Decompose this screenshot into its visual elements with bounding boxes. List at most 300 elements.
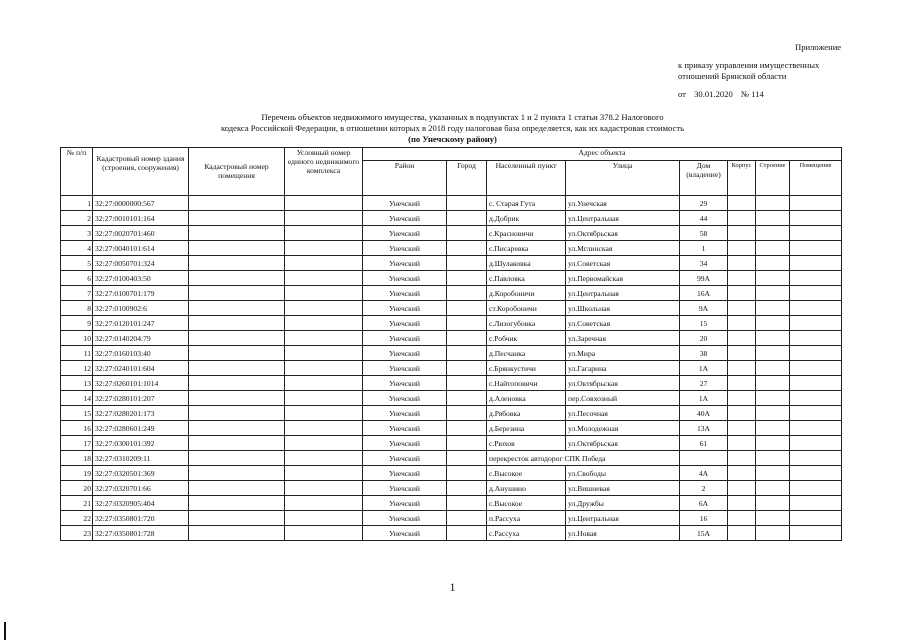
table-row xyxy=(61,286,842,301)
row-building xyxy=(728,361,756,376)
row-settlement: с.Высокое xyxy=(487,496,566,511)
row-number: 16 xyxy=(61,421,93,436)
row-settlement: с. Старая Гута xyxy=(487,196,566,211)
row-house: 16А xyxy=(680,286,728,301)
row-number: 1 xyxy=(61,196,93,211)
row-house: 1 xyxy=(680,241,728,256)
row-settlement: с.Красновичи xyxy=(487,226,566,241)
row-cad-room xyxy=(189,241,285,256)
row-cad-room xyxy=(189,226,285,241)
header-settlement: Населенный пункт xyxy=(487,161,566,196)
row-building xyxy=(728,286,756,301)
row-cad-room xyxy=(189,481,285,496)
row-house: 44 xyxy=(680,211,728,226)
row-district: Унечский xyxy=(363,301,447,316)
table-row xyxy=(61,406,842,421)
row-district: Унечский xyxy=(363,466,447,481)
date-prefix: от xyxy=(678,89,686,99)
row-cond-number xyxy=(285,391,363,406)
table-row xyxy=(61,196,842,211)
table-row xyxy=(61,256,842,271)
row-settlement: д.Песчанка xyxy=(487,346,566,361)
margin-rule xyxy=(4,622,6,640)
row-district: Унечский xyxy=(363,316,447,331)
row-building xyxy=(728,241,756,256)
table-row xyxy=(61,241,842,256)
row-building xyxy=(728,436,756,451)
row-cad-room xyxy=(189,361,285,376)
table-row xyxy=(61,226,842,241)
row-house xyxy=(680,451,728,466)
row-settlement: с.Писаревка xyxy=(487,241,566,256)
row-city xyxy=(447,196,487,211)
row-room xyxy=(790,256,842,271)
table-row xyxy=(61,481,842,496)
row-district: Унечский xyxy=(363,286,447,301)
row-number: 8 xyxy=(61,301,93,316)
appendix-order-line: к приказу управления имущественных xyxy=(678,60,820,70)
row-building xyxy=(728,346,756,361)
row-street: ул.Песочная xyxy=(566,406,680,421)
row-room xyxy=(790,406,842,421)
row-settlement: с.Брянкустичи xyxy=(487,361,566,376)
row-room xyxy=(790,451,842,466)
row-house: 1А xyxy=(680,361,728,376)
row-cond-number xyxy=(285,286,363,301)
row-cad-room xyxy=(189,211,285,226)
row-cad-room xyxy=(189,316,285,331)
row-cond-number xyxy=(285,511,363,526)
row-cad-building: 32:27:0310209:11 xyxy=(93,451,189,466)
row-city xyxy=(447,376,487,391)
row-number: 2 xyxy=(61,211,93,226)
row-city xyxy=(447,211,487,226)
row-district: Унечский xyxy=(363,451,447,466)
table-row xyxy=(61,421,842,436)
table-header-row xyxy=(61,148,842,161)
row-house: 61 xyxy=(680,436,728,451)
row-building xyxy=(728,466,756,481)
row-street: ул.Свободы xyxy=(566,466,680,481)
row-settlement: д.Коробоничи xyxy=(487,286,566,301)
row-street: ул.Октябрьская xyxy=(566,376,680,391)
row-room xyxy=(790,346,842,361)
row-number: 20 xyxy=(61,481,93,496)
row-city xyxy=(447,511,487,526)
row-number: 12 xyxy=(61,361,93,376)
table-row xyxy=(61,526,842,541)
row-cad-room xyxy=(189,496,285,511)
row-structure xyxy=(756,346,790,361)
row-structure xyxy=(756,496,790,511)
row-city xyxy=(447,226,487,241)
row-room xyxy=(790,376,842,391)
row-street: ул.Центральная xyxy=(566,286,680,301)
appendix-date-line xyxy=(678,89,770,100)
row-cad-building: 32:27:0280601:249 xyxy=(93,421,189,436)
row-cond-number xyxy=(285,466,363,481)
header-room: Помещение xyxy=(790,161,842,196)
row-street: ул.Центральная xyxy=(566,511,680,526)
row-district: Унечский xyxy=(363,526,447,541)
row-street: пер.Совхозный xyxy=(566,391,680,406)
row-settlement: ст.Коробоничи xyxy=(487,301,566,316)
row-cad-building: 32:27:0120101:247 xyxy=(93,316,189,331)
table-row xyxy=(61,271,842,286)
row-cad-room xyxy=(189,511,285,526)
row-room xyxy=(790,496,842,511)
row-number: 7 xyxy=(61,286,93,301)
row-settlement: с.Робчик xyxy=(487,331,566,346)
row-building xyxy=(728,511,756,526)
row-city xyxy=(447,421,487,436)
row-structure xyxy=(756,226,790,241)
row-cad-building: 32:27:0160103:40 xyxy=(93,346,189,361)
row-room xyxy=(790,241,842,256)
row-cad-building: 32:27:0100701:179 xyxy=(93,286,189,301)
row-city xyxy=(447,436,487,451)
row-settlement: д.Шулаковка xyxy=(487,256,566,271)
page-number: 1 xyxy=(449,580,456,594)
row-cad-room xyxy=(189,466,285,481)
row-room xyxy=(790,481,842,496)
row-district: Унечский xyxy=(363,496,447,511)
row-number: 4 xyxy=(61,241,93,256)
row-building xyxy=(728,271,756,286)
row-number: 9 xyxy=(61,316,93,331)
row-street: ул.Дружбы xyxy=(566,496,680,511)
row-district: Унечский xyxy=(363,196,447,211)
row-room xyxy=(790,301,842,316)
row-district: Унечский xyxy=(363,256,447,271)
row-structure xyxy=(756,451,790,466)
row-building xyxy=(728,391,756,406)
row-number: 13 xyxy=(61,376,93,391)
row-room xyxy=(790,196,842,211)
table-row xyxy=(61,301,842,316)
row-street: ул.Советская xyxy=(566,256,680,271)
row-cond-number xyxy=(285,211,363,226)
row-structure xyxy=(756,331,790,346)
row-street: ул.Унечская xyxy=(566,196,680,211)
table-row xyxy=(61,331,842,346)
row-settlement: с.Найтоповичи xyxy=(487,376,566,391)
row-cad-room xyxy=(189,451,285,466)
row-number: 19 xyxy=(61,466,93,481)
row-cad-building: 32:27:0040101:614 xyxy=(93,241,189,256)
row-cond-number xyxy=(285,241,363,256)
row-city xyxy=(447,451,487,466)
row-house: 20 xyxy=(680,331,728,346)
row-district: Унечский xyxy=(363,376,447,391)
row-house: 16 xyxy=(680,511,728,526)
row-number: 15 xyxy=(61,406,93,421)
row-structure xyxy=(756,406,790,421)
table-row xyxy=(61,211,842,226)
row-cad-room xyxy=(189,256,285,271)
header-address: Адрес объекта xyxy=(363,148,842,161)
row-structure xyxy=(756,466,790,481)
row-building xyxy=(728,481,756,496)
row-district: Унечский xyxy=(363,361,447,376)
row-settlement: перекресток автодорог СПК Победа xyxy=(487,451,680,466)
row-number: 6 xyxy=(61,271,93,286)
row-house: 38 xyxy=(680,346,728,361)
row-structure xyxy=(756,526,790,541)
row-city xyxy=(447,496,487,511)
row-cad-building: 32:27:0350801:720 xyxy=(93,511,189,526)
row-city xyxy=(447,346,487,361)
row-street: ул.Вишневая xyxy=(566,481,680,496)
header-structure: Строение xyxy=(756,161,790,196)
row-house: 4А xyxy=(680,466,728,481)
row-house: 15 xyxy=(680,316,728,331)
row-building xyxy=(728,496,756,511)
row-room xyxy=(790,271,842,286)
row-house: 1А xyxy=(680,391,728,406)
header-cond-number: Условный номер единого недвижимого комплекса xyxy=(285,148,363,196)
row-structure xyxy=(756,436,790,451)
row-structure xyxy=(756,241,790,256)
row-settlement: п.Рассуха xyxy=(487,511,566,526)
row-number: 21 xyxy=(61,496,93,511)
row-settlement: с.Рассуха xyxy=(487,526,566,541)
table-row xyxy=(61,511,842,526)
row-room xyxy=(790,391,842,406)
row-street: ул.Молодежная xyxy=(566,421,680,436)
document-title-line-2: кодекса Российской Федерации, в отношении которых в 2018 году налоговая база определяется, как их кадастровая стоимость xyxy=(220,123,685,133)
row-number: 22 xyxy=(61,511,93,526)
header-city: Город xyxy=(447,161,487,196)
row-cad-building: 32:27:0350801:728 xyxy=(93,526,189,541)
table-row xyxy=(61,361,842,376)
row-cond-number xyxy=(285,436,363,451)
row-cond-number xyxy=(285,481,363,496)
row-city xyxy=(447,361,487,376)
row-cond-number xyxy=(285,526,363,541)
row-district: Унечский xyxy=(363,331,447,346)
row-cad-building: 32:27:0320701:66 xyxy=(93,481,189,496)
row-building xyxy=(728,406,756,421)
row-house: 40А xyxy=(680,406,728,421)
row-street: ул.Мглинская xyxy=(566,241,680,256)
row-settlement: д.Аленовка xyxy=(487,391,566,406)
row-cond-number xyxy=(285,361,363,376)
row-settlement: д.Рябовка xyxy=(487,406,566,421)
table-row xyxy=(61,316,842,331)
row-district: Унечский xyxy=(363,421,447,436)
header-district: Район xyxy=(363,161,447,196)
row-cad-building: 32:27:0320501:369 xyxy=(93,466,189,481)
document-title-line-1: Перечень объектов недвижимого имущества, указанных в подпунктах 1 и 2 пункта 1 статьи 378.2 Налогового xyxy=(261,112,664,122)
document-title-district: (по Унечскому району) xyxy=(408,134,497,144)
property-register-table xyxy=(60,147,842,541)
row-street: ул.Центральная xyxy=(566,211,680,226)
table-row xyxy=(61,376,842,391)
row-district: Унечский xyxy=(363,391,447,406)
row-cond-number xyxy=(285,346,363,361)
table-row xyxy=(61,496,842,511)
row-cond-number xyxy=(285,406,363,421)
row-street: ул.Первомайская xyxy=(566,271,680,286)
row-settlement: д.Березина xyxy=(487,421,566,436)
row-building xyxy=(728,316,756,331)
row-building xyxy=(728,526,756,541)
row-city xyxy=(447,406,487,421)
row-street: ул.Октябрьская xyxy=(566,226,680,241)
row-house: 27 xyxy=(680,376,728,391)
row-cad-building: 32:27:0280201:173 xyxy=(93,406,189,421)
row-structure xyxy=(756,376,790,391)
appendix-title: Приложение xyxy=(795,42,842,52)
row-house: 13А xyxy=(680,421,728,436)
row-cond-number xyxy=(285,331,363,346)
row-number: 11 xyxy=(61,346,93,361)
row-structure xyxy=(756,391,790,406)
row-city xyxy=(447,301,487,316)
row-cad-building: 32:27:0010101:164 xyxy=(93,211,189,226)
row-settlement: д.Анушино xyxy=(487,481,566,496)
row-cad-building: 32:27:0140204:79 xyxy=(93,331,189,346)
table-row xyxy=(61,466,842,481)
row-house: 58 xyxy=(680,226,728,241)
row-house: 29 xyxy=(680,196,728,211)
row-building xyxy=(728,256,756,271)
row-city xyxy=(447,391,487,406)
row-structure xyxy=(756,286,790,301)
row-room xyxy=(790,466,842,481)
row-room xyxy=(790,526,842,541)
row-city xyxy=(447,481,487,496)
row-street: ул.Новая xyxy=(566,526,680,541)
row-street: ул.Заречная xyxy=(566,331,680,346)
row-settlement: с.Лизогубовка xyxy=(487,316,566,331)
row-cond-number xyxy=(285,271,363,286)
row-number: 10 xyxy=(61,331,93,346)
row-cad-room xyxy=(189,331,285,346)
row-city xyxy=(447,331,487,346)
row-number: 18 xyxy=(61,451,93,466)
row-structure xyxy=(756,481,790,496)
row-cond-number xyxy=(285,316,363,331)
row-house: 99А xyxy=(680,271,728,286)
row-structure xyxy=(756,271,790,286)
row-cond-number xyxy=(285,256,363,271)
header-building: Корпус xyxy=(728,161,756,196)
row-house: 9А xyxy=(680,301,728,316)
row-cond-number xyxy=(285,451,363,466)
row-room xyxy=(790,511,842,526)
row-structure xyxy=(756,301,790,316)
table-row xyxy=(61,391,842,406)
row-cad-room xyxy=(189,301,285,316)
row-cad-building: 32:27:0000000:567 xyxy=(93,196,189,211)
row-building xyxy=(728,451,756,466)
row-district: Унечский xyxy=(363,241,447,256)
row-house: 2 xyxy=(680,481,728,496)
row-structure xyxy=(756,316,790,331)
row-district: Унечский xyxy=(363,406,447,421)
table-row xyxy=(61,346,842,361)
row-cond-number xyxy=(285,196,363,211)
row-district: Унечский xyxy=(363,211,447,226)
row-number: 14 xyxy=(61,391,93,406)
row-cad-building: 32:27:0240101:604 xyxy=(93,361,189,376)
row-building xyxy=(728,421,756,436)
row-room xyxy=(790,331,842,346)
row-building xyxy=(728,301,756,316)
row-city xyxy=(447,271,487,286)
row-cad-room xyxy=(189,436,285,451)
row-settlement: с.Рюхов xyxy=(487,436,566,451)
row-district: Унечский xyxy=(363,511,447,526)
row-cond-number xyxy=(285,301,363,316)
row-house: 34 xyxy=(680,256,728,271)
row-district: Унечский xyxy=(363,271,447,286)
row-cad-room xyxy=(189,406,285,421)
row-structure xyxy=(756,361,790,376)
row-cond-number xyxy=(285,421,363,436)
row-structure xyxy=(756,256,790,271)
row-building xyxy=(728,211,756,226)
row-number: 17 xyxy=(61,436,93,451)
header-street: Улица xyxy=(566,161,680,196)
row-city xyxy=(447,256,487,271)
row-city xyxy=(447,526,487,541)
row-building xyxy=(728,226,756,241)
header-house: Дом (владение) xyxy=(680,161,728,196)
row-settlement: д.Добрик xyxy=(487,211,566,226)
row-structure xyxy=(756,511,790,526)
row-building xyxy=(728,196,756,211)
row-city xyxy=(447,241,487,256)
row-cad-room xyxy=(189,391,285,406)
row-city xyxy=(447,316,487,331)
order-date: 30.01.2020 xyxy=(694,89,733,99)
row-settlement: с.Павловка xyxy=(487,271,566,286)
row-structure xyxy=(756,421,790,436)
row-street: ул.Мира xyxy=(566,346,680,361)
row-house: 15А xyxy=(680,526,728,541)
header-no: № п/п xyxy=(61,148,93,196)
row-street: ул.Советская xyxy=(566,316,680,331)
row-cad-building: 32:27:0280101:207 xyxy=(93,391,189,406)
table-row xyxy=(61,451,842,466)
row-cad-room xyxy=(189,286,285,301)
row-cad-building: 32:27:0300101:392 xyxy=(93,436,189,451)
header-cad-room: Кадастровый номер помещения xyxy=(189,148,285,196)
row-room xyxy=(790,226,842,241)
row-cad-room xyxy=(189,421,285,436)
row-structure xyxy=(756,211,790,226)
row-cad-building: 32:27:0260101:1014 xyxy=(93,376,189,391)
row-room xyxy=(790,316,842,331)
row-cad-room xyxy=(189,346,285,361)
row-room xyxy=(790,211,842,226)
header-cad-building: Кадастровый номер здания (строения, сооружения) xyxy=(93,148,189,196)
row-building xyxy=(728,376,756,391)
appendix-department-line: отношений Брянской области xyxy=(678,71,787,81)
row-room xyxy=(790,436,842,451)
row-street: ул.Гагарина xyxy=(566,361,680,376)
row-cond-number xyxy=(285,226,363,241)
row-room xyxy=(790,286,842,301)
row-cad-building: 32:27:0100902:6 xyxy=(93,301,189,316)
row-number: 3 xyxy=(61,226,93,241)
row-cad-building: 32:27:0100403:50 xyxy=(93,271,189,286)
row-number: 5 xyxy=(61,256,93,271)
row-city xyxy=(447,286,487,301)
